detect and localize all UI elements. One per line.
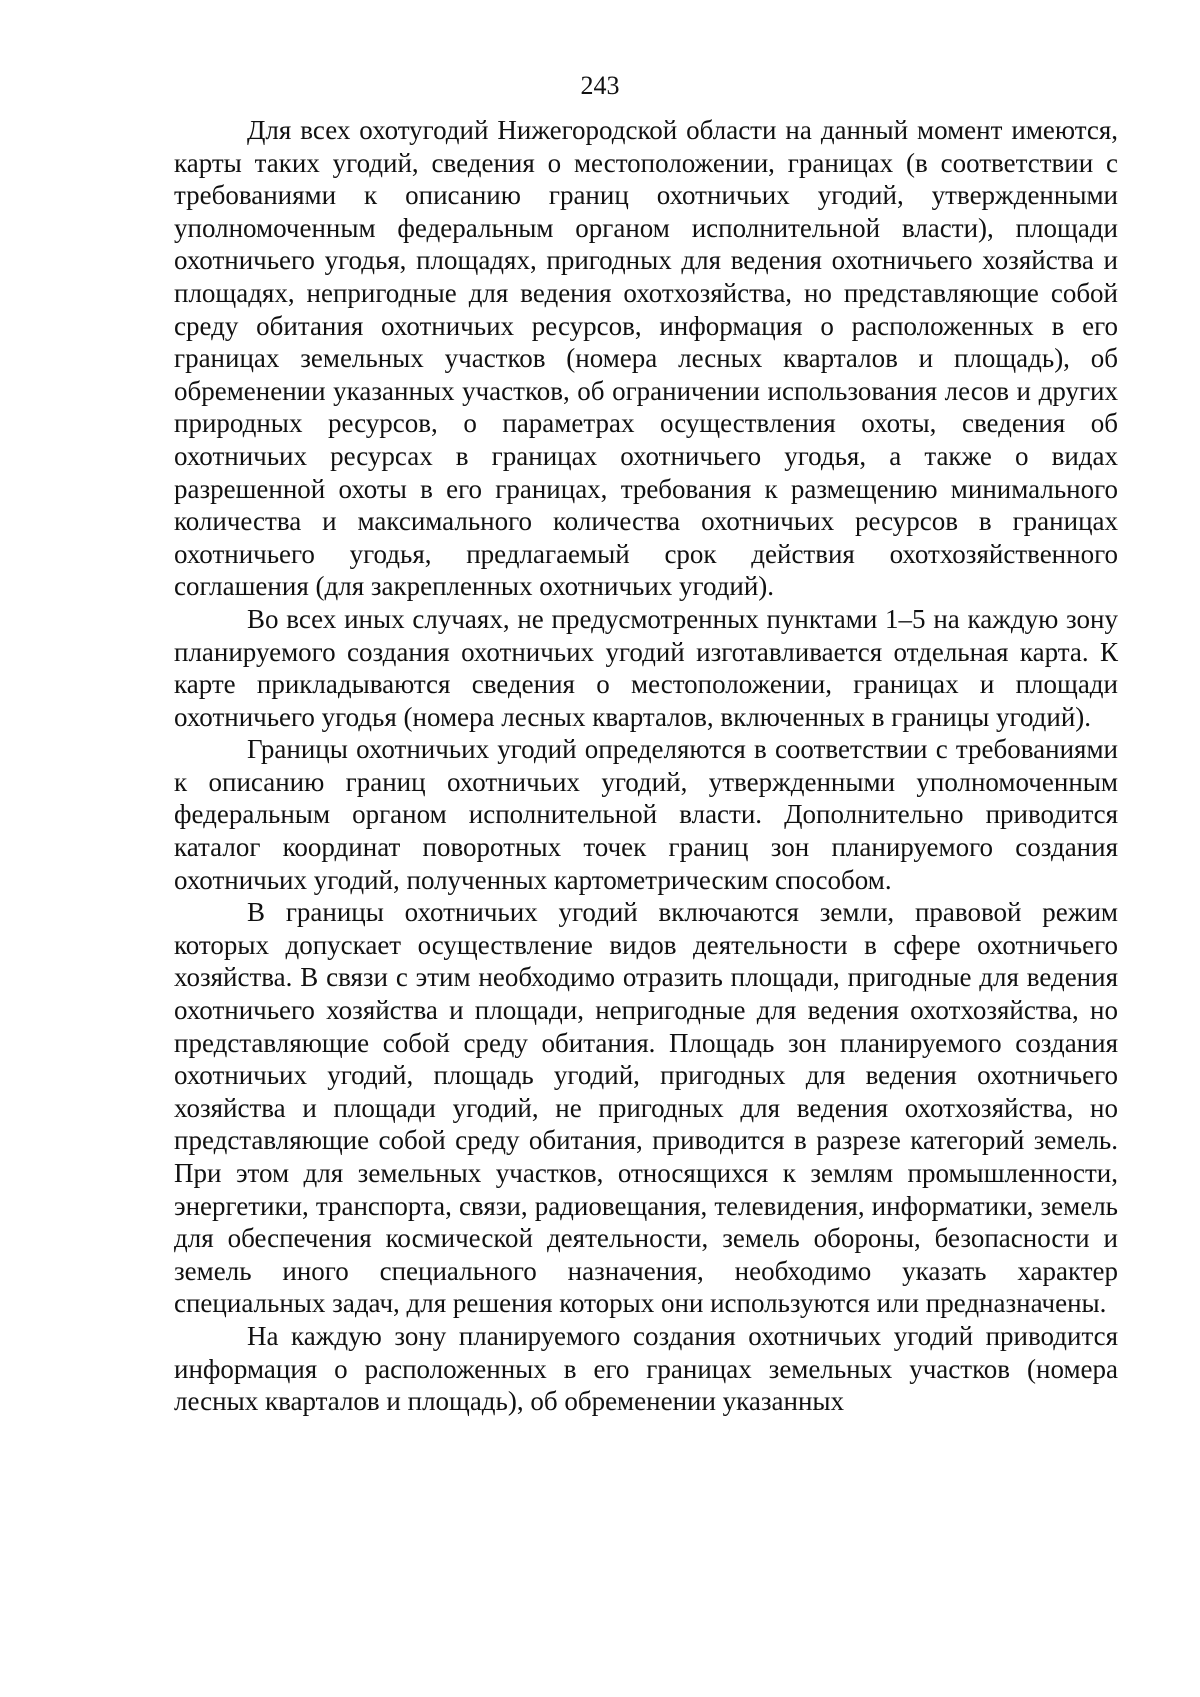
paragraph-2: Во всех иных случаях, не предусмотренных пунктами 1–5 на каждую зону планируемого создания охотничьих угодий изготавливается отдельная карта. К карте прикладываются сведения о местоположении, границах и площади охотничьего угодья (номера лесных кварталов, включенных в границы угодий). <box>174 603 1118 732</box>
page-number: 243 <box>580 71 620 100</box>
paragraph-1: Для всех охотугодий Нижегородской области на данный момент имеются, карты таких угодий, сведения о местоположении, границах (в соответствии с требованиями к описанию границ охотничьих угодий, утвержденными уполномоченным федеральным органом исполнительной власти), площади охотничьего угодья, площадях, пригодных для ведения охотничьего хозяйства и площадях, непригодные для ведения охотхозяйства, но представляющие собой среду обитания охотничьих ресурсов, информация о расположенных в его границах земельных участков (номера лесных кварталов и площадь), об обременении указанных участков, об ограничении использования лесов и других природных ресурсов, о параметрах осуществления охоты, сведения об охотничьих ресурсах в границах охотничьего угодья, а также о видах разрешенной охоты в его границах, требования к размещению минимального количества и максимального количества охотничьих ресурсов в границах охотничьего угодья, предлагаемый срок действия охотхозяйственного соглашения (для закрепленных охотничьих угодий). <box>174 115 1118 602</box>
paragraph-3: Границы охотничьих угодий определяются в соответствии с требованиями к описанию границ охотничьих угодий, утвержденными уполномоченным федеральным органом исполнительной власти. Дополнительно приводится каталог координат поворотных точек границ зон планируемого создания охотничьих угодий, полученных картометрическим способом. <box>174 734 1118 895</box>
paragraph-4: В границы охотничьих угодий включаются земли, правовой режим которых допускает осуществление видов деятельности в сфере охотничьего хозяйства. В связи с этим необходимо отразить площади, пригодные для ведения охотничьего хозяйства и площади, непригодные для ведения охотхозяйства, но представляющие собой среду обитания. Площадь зон планируемого создания охотничьих угодий, площадь угодий, пригодных для ведения охотничьего хозяйства и площади угодий, не пригодных для ведения охотхозяйства, но представляющие собой среду обитания, приводится в разрезе категорий земель. При этом для земельных участков, относящихся к землям промышленности, энергетики, транспорта, связи, радиовещания, телевидения, информатики, земель для обеспечения космической деятельности, земель обороны, безопасности и земель иного специального назначения, необходимо указать характер специальных задач, для решения которых они используются или предназначены. <box>174 897 1118 1319</box>
document-body <box>174 114 1118 1418</box>
paragraph-5: На каждую зону планируемого создания охотничьих угодий приводится информация о расположенных в его границах земельных участков (номера лесных кварталов и площадь), об обременении указанных <box>174 1320 1118 1417</box>
